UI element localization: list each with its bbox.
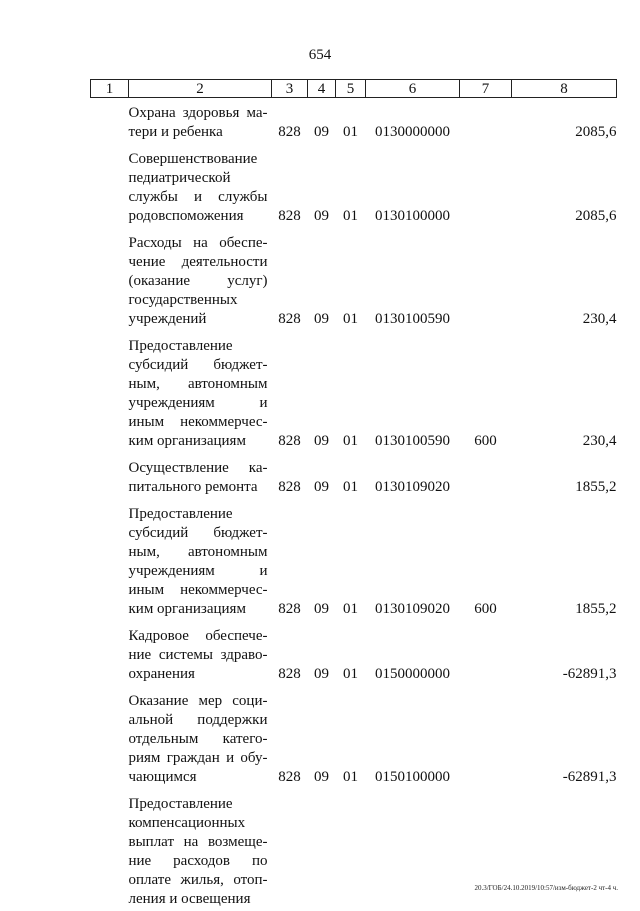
cell-c8: 230,4 (582, 311, 617, 327)
name-line: субсидий бюджет- (128, 525, 268, 541)
cell-c3: 828 (278, 124, 301, 140)
table-row (91, 144, 617, 228)
cell-c6: 0130109020 (375, 601, 450, 617)
name-line: тери и ребенка (128, 124, 223, 140)
cell-c5: 01 (343, 769, 358, 785)
name-line: родовспоможения (128, 208, 244, 224)
table-row (91, 228, 617, 331)
name-line: ние расходов по (128, 853, 268, 869)
cell-col1 (91, 453, 129, 499)
name-line: ления и освещения (128, 891, 251, 907)
name-line: Предоставление (128, 506, 233, 522)
cell-col1 (91, 331, 129, 453)
cell-c7: 600 (474, 601, 497, 617)
cell-c3: 828 (278, 208, 301, 224)
cell-c5: 01 (343, 479, 358, 495)
name-line: ние системы здраво- (128, 647, 268, 663)
table-row (91, 789, 617, 911)
cell-c4: 09 (314, 433, 329, 449)
cell-c8: -62891,3 (562, 769, 617, 785)
cell-col1 (91, 228, 129, 331)
name-line: питального ремонта (128, 479, 258, 495)
cell-c6: 0130100590 (375, 311, 450, 327)
column-header: 8 (512, 80, 617, 98)
cell-name (129, 331, 272, 453)
cell-c3: 828 (278, 479, 301, 495)
name-line: ным, автономным (128, 376, 268, 392)
cell-c6 (366, 789, 460, 911)
name-line: Осуществление ка- (128, 460, 268, 476)
cell-c3 (272, 789, 308, 911)
cell-c7 (460, 228, 512, 331)
cell-name (129, 453, 272, 499)
cell-name (129, 98, 272, 145)
cell-c7 (460, 453, 512, 499)
table-row (91, 331, 617, 453)
name-line: охранения (128, 666, 195, 682)
header-row (91, 80, 617, 98)
name-line: альной поддержки (128, 712, 268, 728)
cell-c8: -62891,3 (562, 666, 617, 682)
cell-c5: 01 (343, 666, 358, 682)
cell-c6: 0130000000 (375, 124, 450, 140)
name-line: педиатрической (128, 170, 231, 186)
name-line: службы и службы (128, 189, 268, 205)
name-line: учреждениям и (128, 395, 268, 411)
cell-c7 (460, 144, 512, 228)
cell-c8: 230,4 (582, 433, 617, 449)
cell-c4: 09 (314, 601, 329, 617)
column-header: 5 (336, 80, 366, 98)
column-header: 6 (366, 80, 460, 98)
column-header: 7 (460, 80, 512, 98)
name-line: ным, автономным (128, 544, 268, 560)
name-line: субсидий бюджет- (128, 357, 268, 373)
cell-c8: 2085,6 (575, 124, 617, 140)
cell-c7 (460, 686, 512, 789)
cell-c6: 0130100000 (375, 208, 450, 224)
cell-c5: 01 (343, 208, 358, 224)
name-line: государственных (128, 292, 238, 308)
cell-c6: 0150000000 (375, 666, 450, 682)
cell-c3: 828 (278, 311, 301, 327)
name-line: учреждениям и (128, 563, 268, 579)
table-row (91, 453, 617, 499)
cell-c4: 09 (314, 311, 329, 327)
cell-c8: 1855,2 (575, 601, 617, 617)
name-line: выплат на возмеще- (128, 834, 268, 850)
cell-col1 (91, 621, 129, 686)
cell-c3: 828 (278, 666, 301, 682)
cell-c4: 09 (314, 208, 329, 224)
name-line: риям граждан и обу- (128, 750, 268, 766)
cell-name (129, 789, 272, 911)
name-line: ким организациям (128, 601, 246, 617)
cell-c8: 1855,2 (575, 479, 617, 495)
cell-c5: 01 (343, 311, 358, 327)
name-line: чающимся (128, 769, 197, 785)
cell-name (129, 686, 272, 789)
table-row (91, 499, 617, 621)
cell-c4: 09 (314, 124, 329, 140)
cell-name (129, 499, 272, 621)
cell-c6: 0150100000 (375, 769, 450, 785)
cell-name (129, 144, 272, 228)
name-line: иным некоммерчес- (128, 582, 268, 598)
cell-c3: 828 (278, 433, 301, 449)
name-line: (оказание услуг) (128, 273, 268, 289)
name-line: Предоставление (128, 338, 233, 354)
cell-c5: 01 (343, 124, 358, 140)
cell-c8: 2085,6 (575, 208, 617, 224)
cell-c4: 09 (314, 479, 329, 495)
cell-c7 (460, 789, 512, 911)
cell-col1 (91, 789, 129, 911)
name-line: Охрана здоровья ма- (128, 105, 268, 121)
name-line: ким организациям (128, 433, 246, 449)
name-line: Оказание мер соци- (128, 693, 268, 709)
name-line: Предоставление (128, 796, 233, 812)
name-line: Кадровое обеспече- (128, 628, 268, 644)
column-header: 2 (129, 80, 272, 98)
cell-c5: 01 (343, 433, 358, 449)
cell-c7 (460, 621, 512, 686)
budget-table (90, 79, 617, 911)
name-line: Расходы на обеспе- (128, 235, 268, 251)
cell-col1 (91, 499, 129, 621)
cell-c8 (512, 789, 617, 911)
cell-c4 (308, 789, 336, 911)
cell-c7 (460, 98, 512, 145)
name-line: оплате жилья, отоп- (128, 872, 268, 888)
cell-c4: 09 (314, 769, 329, 785)
name-line: иным некоммерчес- (128, 414, 268, 430)
name-line: отдельным катего- (128, 731, 268, 747)
cell-col1 (91, 686, 129, 789)
name-line: Совершенствование (128, 151, 258, 167)
name-line: чение деятельности (128, 254, 268, 270)
cell-name (129, 621, 272, 686)
column-header: 3 (272, 80, 308, 98)
cell-name (129, 228, 272, 331)
table-row (91, 686, 617, 789)
footer-stamp: 20.3/ГОБ/24.10.2019/10:57/изм-бюджет-2 чт-4 ч. (474, 884, 618, 892)
name-line: компенсационных (128, 815, 246, 831)
cell-c7: 600 (474, 433, 497, 449)
cell-c3: 828 (278, 601, 301, 617)
cell-c6: 0130109020 (375, 479, 450, 495)
cell-c5: 01 (343, 601, 358, 617)
cell-col1 (91, 144, 129, 228)
cell-c3: 828 (278, 769, 301, 785)
column-header: 1 (91, 80, 129, 98)
cell-c5 (336, 789, 366, 911)
cell-c6: 0130100590 (375, 433, 450, 449)
table-row (91, 98, 617, 145)
cell-c4: 09 (314, 666, 329, 682)
table-row (91, 621, 617, 686)
column-header: 4 (308, 80, 336, 98)
name-line: учреждений (128, 311, 207, 327)
cell-col1 (91, 98, 129, 145)
page-number: 654 (308, 47, 332, 63)
